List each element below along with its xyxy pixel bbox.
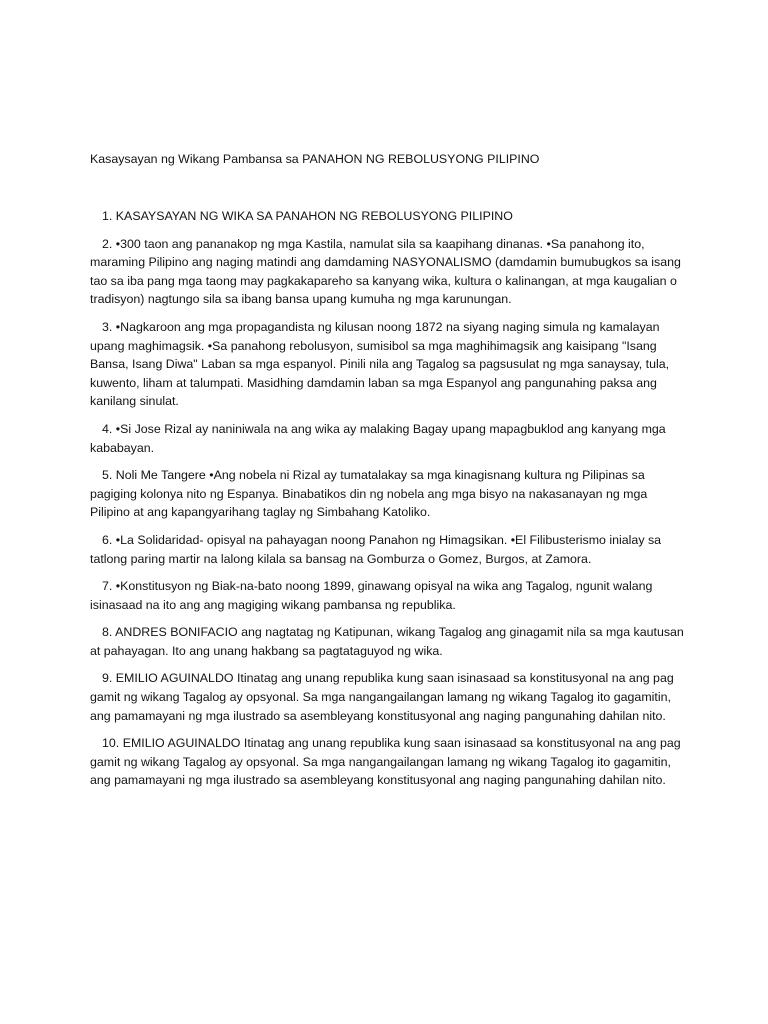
list-item-number: 1.: [102, 209, 113, 223]
list-item: [90, 623, 690, 660]
list-item-text: KASAYSAYAN NG WIKA SA PANAHON NG REBOLUSYONG PILIPINO: [115, 209, 513, 223]
list-item-number: 8.: [102, 625, 113, 640]
list-item-text: Noli Me Tangere •Ang nobela ni Rizal ay tumatalakay sa mga kinagisnang kultura ng Pilipinas sa pagiging kolonya nito ng Espanya. Binabatikos din ng nobela ang mga bisyo na nakasanayan ng mga Pilipino at ang kapangyarihang taglay ng Simbahang Katoliko.: [90, 468, 648, 520]
list-item: [90, 734, 690, 790]
list-item: [90, 235, 690, 309]
list-item-number: 10.: [102, 736, 120, 751]
list-item: [90, 420, 690, 457]
list-item: [90, 207, 690, 226]
list-item-number: 4.: [102, 421, 113, 436]
list-item-text: •300 taon ang pananakop ng mga Kastila, namulat sila sa kaapihang dinanas. •Sa panahong ito, maraming Pilipino ang naging matindi ang damdaming NASYONALISMO (damdamin bumubugkos sa isang tao sa iba pang mga taong may pagkakapareho sa kanyang wika, kultura o kalinangan, at mga kaugalian o tradisyon) nagtungo sila sa ibang bansa upang kumuha ng mga karunungan.: [90, 236, 681, 307]
list-item-text: •Konstitusyon ng Biak-na-bato noong 1899, ginawang opisyal na wika ang Tagalog, ngunit walang isinasaad na ito ang ang magiging wikang pambansa ng republika.: [90, 579, 653, 612]
list-item-text: EMILIO AGUINALDO Itinatag ang unang republika kung saan isinasaad sa konstitusyonal na ang pag gamit ng wikang Tagalog ay opsyonal. Sa mga nangangailangan lamang ng wikang Tagalog ito gagamitin, ang pamamayani ng mga ilustrado sa asembleyang konstitusyonal ang naging pangunahing dahilan nito.: [90, 736, 681, 788]
list-item-text: EMILIO AGUINALDO Itinatag ang unang republika kung saan isinasaad sa konstitusyonal na ang pag gamit ng wikang Tagalog ay opsyonal. Sa mga nangangailangan lamang ng wikang Tagalog ito gagamitin, ang pamamayani ng mga ilustrado sa asembleyang konstitusyonal ang naging pangunahing dahilan nito.: [90, 671, 674, 723]
list-item-number: 3.: [102, 319, 113, 334]
list-item-number: 9.: [102, 671, 113, 686]
list-item-text: ANDRES BONIFACIO ang nagtatag ng Katipunan, wikang Tagalog ang ginagamit nila sa mga kautusan at pahayagan. Ito ang unang hakbang sa pagtataguyod ng wika.: [90, 625, 684, 658]
list-item: [90, 531, 690, 568]
list-item-text: •La Solidaridad- opisyal na pahayagan noong Panahon ng Himagsikan. •El Filibusterismo inialay sa tatlong paring martir na lalong kilala sa bansag na Gomburza o Gomez, Burgos, at Zamora.: [90, 532, 662, 566]
numbered-list: [90, 207, 690, 799]
list-item: [90, 466, 690, 522]
list-item-number: 7.: [102, 579, 113, 594]
list-item-number: 6.: [102, 532, 113, 547]
list-item: [90, 318, 690, 411]
list-item: [90, 577, 690, 614]
list-item-number: 5.: [102, 468, 113, 483]
list-item-number: 2.: [102, 236, 113, 251]
document-title: Kasaysayan ng Wikang Pambansa sa PANAHON NG REBOLUSYONG PILIPINO: [90, 152, 540, 166]
list-item-text: •Si Jose Rizal ay naniniwala na ang wika ay malaking Bagay upang mapagbuklod ang kanyang mga kababayan.: [90, 421, 666, 455]
list-item-text: •Nagkaroon ang mga propagandista ng kilusan noong 1872 na siyang naging simula ng kamalayan upang maghimagsik. •Sa panahong rebolusyon, sumisibol sa mga maghihimagsik ang kaisipang "Isang Bansa, Isang Diwa" Laban sa mga espanyol. Pinili nila ang Tagalog sa pagsusulat ng mga sanaysay, tula, kuwento, liham at talumpati. Masidhing damdamin laban sa mga Espanyol ang pangunahing paksa ang kanilang sinulat.: [90, 319, 670, 409]
list-item: [90, 669, 690, 725]
